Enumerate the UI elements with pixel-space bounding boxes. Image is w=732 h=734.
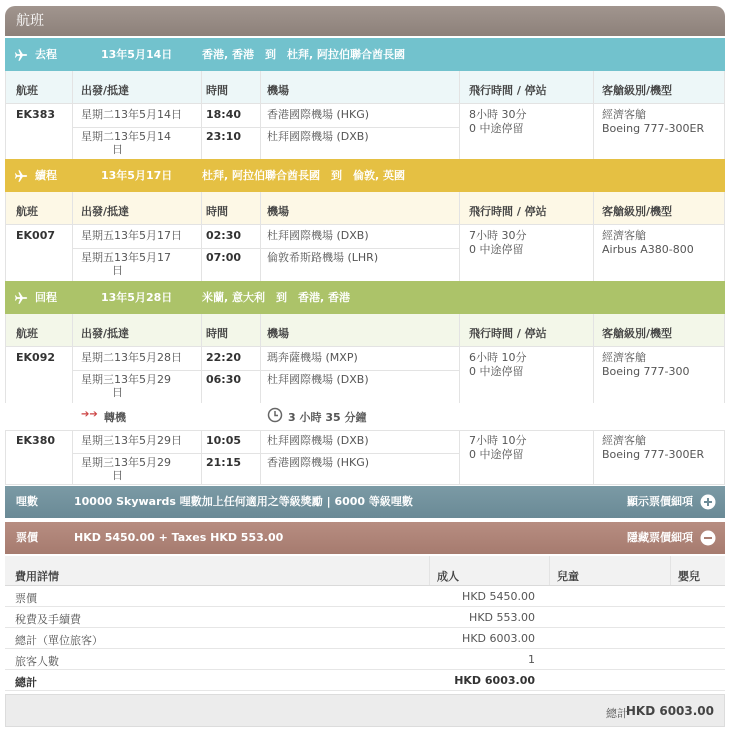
col-cabin: 客艙級別/機型 (602, 84, 673, 97)
connection-arrows-icon: ➔➔ (81, 409, 98, 420)
departure-airport: 瑪奔薩機場 (MXP) (267, 351, 358, 364)
col-flight: 航班 (16, 84, 38, 97)
flight-table-outbound (5, 71, 725, 159)
aircraft-type: Boeing 777-300ER (602, 122, 705, 135)
table-row: 稅費及手續費 HKD 553.00 (5, 607, 725, 628)
segment-bar-transit (5, 159, 725, 192)
departure-date: 星期三13年5月29日 (81, 434, 182, 447)
arrival-date: 星期三13年5月29 (81, 373, 171, 386)
page-header (5, 6, 725, 36)
col-cabin: 客艙級別/機型 (602, 205, 673, 218)
miles-label: 哩數 (16, 495, 38, 508)
flight-stops: 0 中途停留 (469, 448, 524, 461)
minus-circle-icon[interactable] (700, 530, 716, 546)
col-flight: 航班 (16, 327, 38, 340)
fare-bar (5, 522, 725, 554)
segment-date: 13年5月14日 (101, 48, 173, 61)
departure-time: 10:05 (206, 434, 242, 447)
col-flight: 航班 (16, 205, 38, 218)
table-row: 票價 HKD 5450.00 (5, 586, 725, 607)
segment-route: 米蘭, 意大利 到 香港, 香港 (202, 291, 351, 304)
flight-duration: 7小時 10分 (469, 434, 527, 447)
col-infant: 嬰兒 (678, 570, 700, 583)
flight-table-transit (5, 192, 725, 281)
col-details: 費用詳情 (15, 570, 59, 583)
table-row: 旅客人數 1 (5, 649, 725, 670)
fare-details-table (5, 556, 725, 691)
arrival-date: 星期五13年5月17 (81, 251, 171, 264)
cabin-class: 經濟客艙 (602, 434, 646, 447)
hide-fare-details-link[interactable]: 隱藏票價細項 (627, 531, 693, 544)
grand-total-label: 總計 (606, 707, 628, 720)
table-row-total: 總計 HKD 6003.00 (5, 670, 725, 691)
connection-row (5, 403, 725, 431)
col-depart-arrive: 出發/抵達 (81, 205, 130, 218)
departure-time: 02:30 (206, 229, 242, 242)
arrival-date-day: 日 (112, 386, 123, 399)
flight-number: EK380 (16, 434, 55, 447)
arrival-date-day: 日 (112, 469, 123, 482)
flight-duration: 7小時 30分 (469, 229, 527, 242)
departure-date: 星期二13年5月14日 (81, 108, 182, 121)
page-title: 航班 (16, 13, 44, 29)
arrival-time: 23:10 (206, 130, 242, 143)
flight-duration: 8小時 30分 (469, 108, 527, 121)
arrival-airport: 杜拜國際機場 (DXB) (267, 130, 369, 143)
departure-time: 18:40 (206, 108, 242, 121)
clock-icon (267, 407, 283, 423)
plane-icon (14, 48, 28, 62)
arrival-time: 21:15 (206, 456, 242, 469)
col-airport: 機場 (267, 84, 289, 97)
table-row: 總計（單位旅客） HKD 6003.00 (5, 628, 725, 649)
arrival-airport: 香港國際機場 (HKG) (267, 456, 370, 469)
flight-table-header (6, 71, 724, 104)
segment-date: 13年5月28日 (101, 291, 173, 304)
departure-airport: 香港國際機場 (HKG) (267, 108, 370, 121)
segment-route: 杜拜, 阿拉伯聯合酋長國 到 倫敦, 英國 (202, 169, 406, 182)
grand-total-bar (5, 694, 725, 727)
segment-date: 13年5月17日 (101, 169, 173, 182)
col-depart-arrive: 出發/抵達 (81, 327, 130, 340)
col-duration: 飛行時間 / 停站 (469, 84, 547, 97)
segment-label: 續程 (35, 169, 57, 182)
plane-icon (14, 169, 28, 183)
miles-bar (5, 486, 725, 518)
arrival-time: 06:30 (206, 373, 242, 386)
col-duration: 飛行時間 / 停站 (469, 205, 547, 218)
flight-duration: 6小時 10分 (469, 351, 527, 364)
flight-number: EK092 (16, 351, 55, 364)
arrival-date-day: 日 (112, 264, 123, 277)
aircraft-type: Boeing 777-300ER (602, 448, 705, 461)
segment-bar-return (5, 281, 725, 314)
arrival-airport: 倫敦希斯路機場 (LHR) (267, 251, 379, 264)
col-depart-arrive: 出發/抵達 (81, 84, 130, 97)
col-airport: 機場 (267, 327, 289, 340)
col-cabin: 客艙級別/機型 (602, 327, 673, 340)
plus-circle-icon[interactable] (700, 494, 716, 510)
arrival-time: 07:00 (206, 251, 242, 264)
col-adult: 成人 (437, 570, 459, 583)
flight-number: EK007 (16, 229, 55, 242)
connection-duration: 3 小時 35 分鐘 (288, 411, 367, 424)
cabin-class: 經濟客艙 (602, 108, 646, 121)
departure-airport: 杜拜國際機場 (DXB) (267, 229, 369, 242)
col-time: 時間 (206, 327, 228, 340)
flight-number: EK383 (16, 108, 55, 121)
segment-route: 香港, 香港 到 杜拜, 阿拉伯聯合酋長國 (202, 48, 406, 61)
flight-stops: 0 中途停留 (469, 243, 524, 256)
flight-table-return (5, 314, 725, 403)
flight-stops: 0 中途停留 (469, 365, 524, 378)
plane-icon (14, 291, 28, 305)
segment-bar-outbound (5, 38, 725, 71)
col-duration: 飛行時間 / 停站 (469, 327, 547, 340)
show-fare-details-link[interactable]: 顯示票價細項 (627, 495, 693, 508)
fare-table-header (5, 556, 725, 586)
cabin-class: 經濟客艙 (602, 351, 646, 364)
segment-label: 回程 (35, 291, 57, 304)
flight-table-header (6, 192, 724, 225)
fare-label: 票價 (16, 531, 38, 544)
arrival-airport: 杜拜國際機場 (DXB) (267, 373, 369, 386)
arrival-date-day: 日 (112, 143, 123, 156)
arrival-date: 星期三13年5月29 (81, 456, 171, 469)
col-time: 時間 (206, 84, 228, 97)
departure-time: 22:20 (206, 351, 242, 364)
flight-table-header (6, 314, 724, 347)
col-child: 兒童 (557, 570, 579, 583)
segment-label: 去程 (35, 48, 57, 61)
flight-table-return-2 (5, 431, 725, 485)
cabin-class: 經濟客艙 (602, 229, 646, 242)
departure-airport: 杜拜國際機場 (DXB) (267, 434, 369, 447)
grand-total-value: HKD 6003.00 (625, 704, 714, 718)
aircraft-type: Airbus A380-800 (602, 243, 694, 256)
miles-text: 10000 Skywards 哩數加上任何適用之等級獎勵 | 6000 等級哩數 (74, 495, 413, 508)
col-time: 時間 (206, 205, 228, 218)
aircraft-type: Boeing 777-300 (602, 365, 690, 378)
connection-label: 轉機 (104, 411, 126, 424)
departure-date: 星期二13年5月28日 (81, 351, 182, 364)
departure-date: 星期五13年5月17日 (81, 229, 182, 242)
flight-stops: 0 中途停留 (469, 122, 524, 135)
arrival-date: 星期二13年5月14 (81, 130, 171, 143)
col-airport: 機場 (267, 205, 289, 218)
fare-text: HKD 5450.00 + Taxes HKD 553.00 (74, 531, 284, 544)
